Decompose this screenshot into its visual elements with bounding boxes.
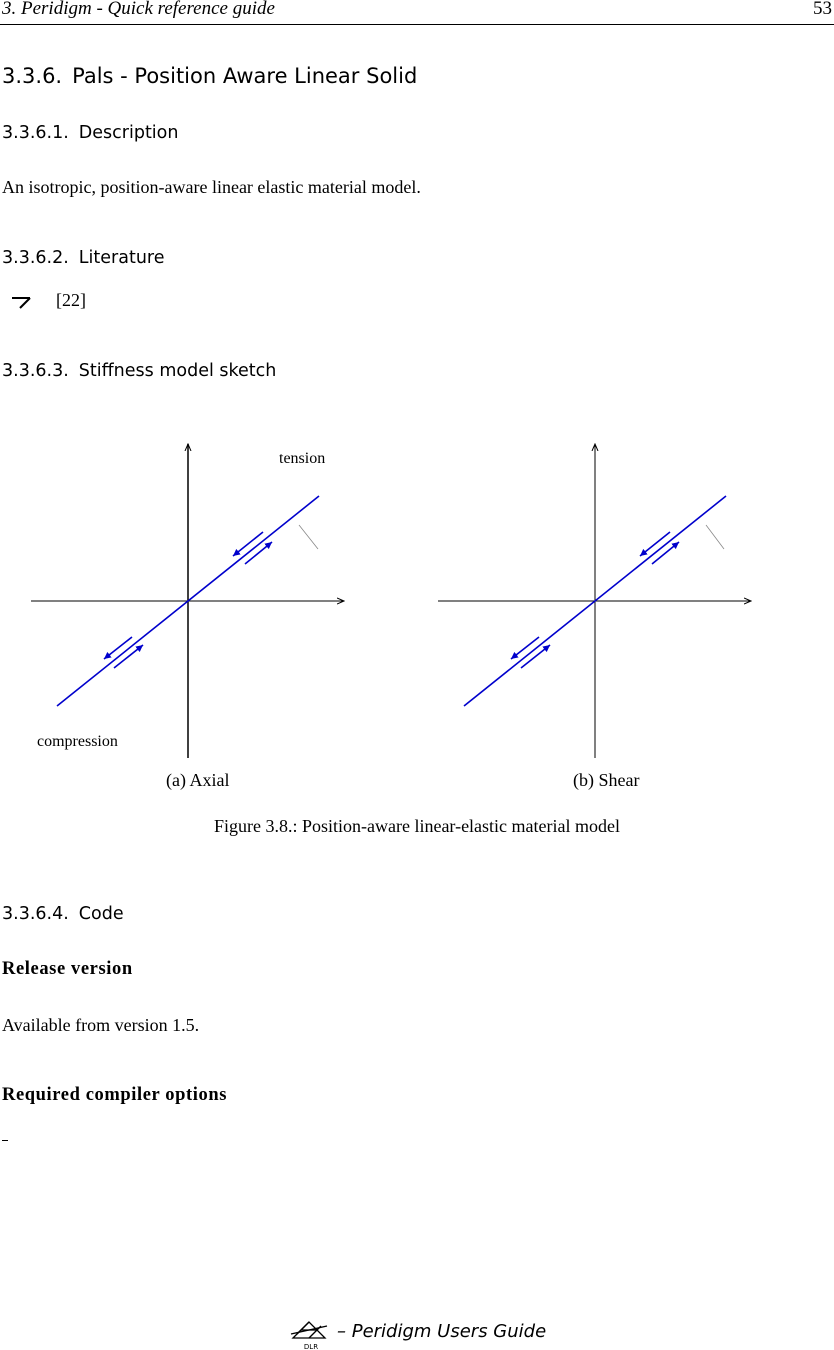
code-heading xyxy=(2,904,124,924)
section-title: Pals - Position Aware Linear Solid xyxy=(72,64,418,88)
literature-reference[interactable]: [22] xyxy=(56,290,86,310)
code-title: Code xyxy=(78,904,124,924)
description-text: An isotropic, position-aware linear elastic material model. xyxy=(2,177,421,197)
release-version-text: Available from version 1.5. xyxy=(2,1015,200,1035)
section-number: 3.3.6. xyxy=(2,64,63,88)
running-title: 3. Peridigm - Quick reference guide xyxy=(2,0,275,19)
code-number: 3.3.6.4. xyxy=(2,904,69,924)
shear-lower-arrow-down xyxy=(511,637,539,659)
compiler-options-heading: Required compiler options xyxy=(2,1085,228,1105)
literature-number: 3.3.6.2. xyxy=(2,248,69,268)
footer-text: – Peridigm Users Guide xyxy=(337,1321,547,1342)
literature-title: Literature xyxy=(78,248,165,268)
description-number: 3.3.6.1. xyxy=(2,123,69,143)
stiffness-title: Stiffness model sketch xyxy=(78,361,277,381)
axial-lower-arrow-down xyxy=(104,637,132,659)
description-title: Description xyxy=(78,123,179,143)
subfigure-caption-shear: (b) Shear xyxy=(573,770,640,790)
figure-caption: Figure 3.8.: Position-aware linear-elastic material model xyxy=(213,816,620,836)
running-header xyxy=(0,0,834,25)
tension-label: tension xyxy=(279,450,326,467)
shear-tick-mark xyxy=(706,525,724,549)
page-footer xyxy=(0,1318,834,1350)
dlr-logo-text: DLR xyxy=(303,1343,319,1350)
literature-heading xyxy=(2,248,165,268)
axial-sketch xyxy=(31,444,344,758)
description-heading xyxy=(2,123,178,143)
literature-item xyxy=(0,290,200,316)
right-arrow-icon xyxy=(9,292,35,312)
stiffness-figure xyxy=(0,425,834,825)
dlr-logo-icon xyxy=(287,1318,331,1350)
stiffness-sketch xyxy=(0,425,834,825)
page-number: 53 xyxy=(813,0,832,19)
release-version-heading: Release version xyxy=(2,959,133,979)
subfigure-caption-axial: (a) Axial xyxy=(166,770,230,790)
stiffness-number: 3.3.6.3. xyxy=(2,361,69,381)
section-heading xyxy=(2,64,417,88)
shear-sketch xyxy=(438,444,751,758)
stiffness-heading xyxy=(2,361,276,381)
compression-label: compression xyxy=(37,733,118,750)
compiler-options-value xyxy=(2,1140,8,1141)
axial-tick-mark xyxy=(299,525,318,549)
